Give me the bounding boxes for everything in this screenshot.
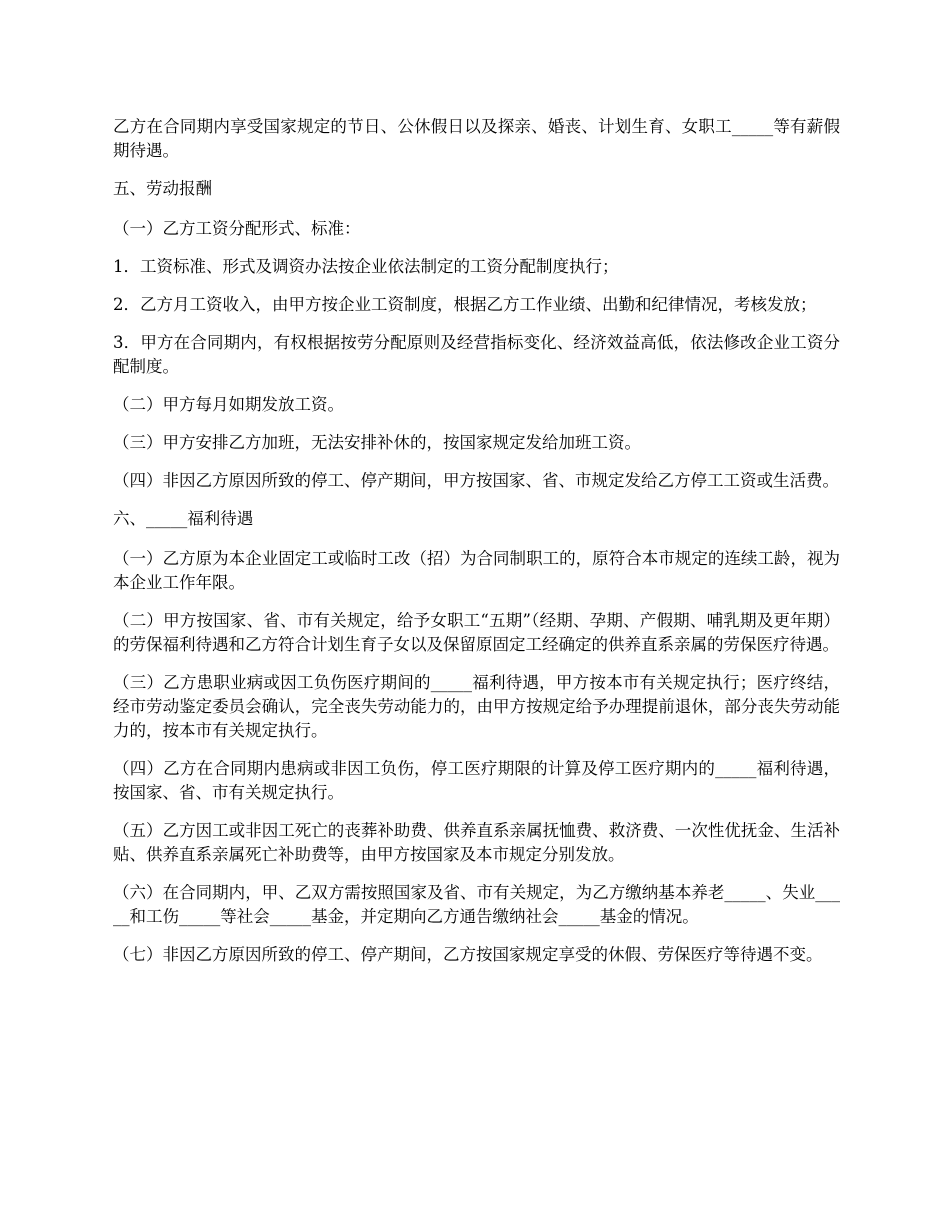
paragraph-overtime: （三）甲方安排乙方加班，无法安排补休的，按国家规定发给加班工资。 [113,433,641,452]
section-heading-remuneration: 五、劳动报酬 [113,179,212,198]
paragraph-welfare-4: （四）乙方在合同期内患病或非因工负伤，停工医疗期限的计算及停工医疗期内的_____福利待遇，按国家、省、市有关规定执行。 [113,759,840,802]
paragraph-welfare-3: （三）乙方患职业病或因工负伤医疗期间的_____福利待遇，甲方按本市有关规定执行；医疗终结，经市劳动鉴定委员会确认，完全丧失劳动能力的，由甲方按规定给予办理提前退休，部分丧失劳动能力的，按本市有关规定执行。 [113,673,840,740]
paragraph-wage-item-2: 2．乙方月工资收入，由甲方按企业工资制度，根据乙方工作业绩、出勤和纪律情况，考核发放； [113,295,817,314]
paragraph-leave-benefits: 乙方在合同期内享受国家规定的节日、公休假日以及探亲、婚丧、计划生育、女职工_____等有薪假期待遇。 [113,117,840,160]
paragraph-welfare-6: （六）在合同期内，甲、乙双方需按照国家及省、市有关规定，为乙方缴纳基本养老_____、失业_____和工伤_____等社会_____基金，并定期向乙方通告缴纳社会_____基金的情况。 [113,883,840,926]
paragraph-wage-form: （一）乙方工资分配形式、标准： [113,219,361,238]
paragraph-welfare-1: （一）乙方原为本企业固定工或临时工改（招）为合同制职工的，原符合本市规定的连续工龄，视为本企业工作年限。 [113,549,840,592]
section-heading-welfare: 六、_____福利待遇 [113,509,254,528]
paragraph-welfare-7: （七）非因乙方原因所致的停工、停产期间，乙方按国家规定享受的休假、劳保医疗等待遇不变。 [113,945,823,964]
paragraph-welfare-5: （五）乙方因工或非因工死亡的丧葬补助费、供养直系亲属抚恤费、救济费、一次性优抚金、生活补贴、供养直系亲属死亡补助费等，由甲方按国家及本市规定分别发放。 [113,821,840,864]
paragraph-monthly-pay: （二）甲方每月如期发放工资。 [113,395,344,414]
paragraph-welfare-2: （二）甲方按国家、省、市有关规定，给予女职工“五期”（经期、孕期、产假期、哺乳期及更年期）的劳保福利待遇和乙方符合计划生育子女以及保留原固定工经确定的供养直系亲属的劳保医疗待遇。 [113,611,840,654]
paragraph-stoppage-pay: （四）非因乙方原因所致的停工、停产期间，甲方按国家、省、市规定发给乙方停工工资或生活费。 [113,471,839,490]
paragraph-wage-item-3: 3．甲方在合同期内，有权根据按劳分配原则及经营指标变化、经济效益高低，依法修改企业工资分配制度。 [113,333,840,376]
paragraph-wage-item-1: 1．工资标准、形式及调资办法按企业依法制定的工资分配制度执行； [113,257,619,276]
